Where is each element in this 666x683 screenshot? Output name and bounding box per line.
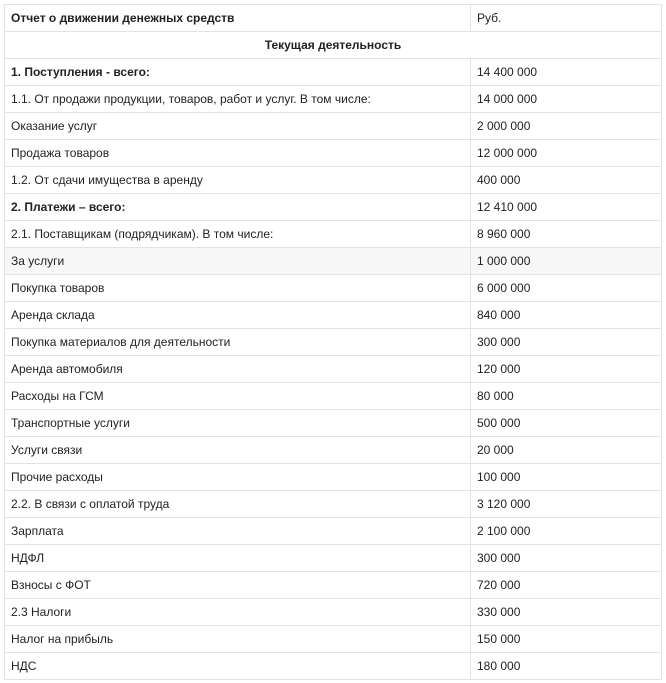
- row-label: 2.2. В связи с оплатой труда: [5, 491, 471, 518]
- row-label: Оказание услуг: [5, 113, 471, 140]
- table-row: [5, 572, 662, 599]
- row-value: 400 000: [471, 167, 662, 194]
- table-row: [5, 221, 662, 248]
- row-label: НДФЛ: [5, 545, 471, 572]
- row-label: Услуги связи: [5, 437, 471, 464]
- row-value: 3 120 000: [471, 491, 662, 518]
- table-row: [5, 653, 662, 680]
- row-value: 2 000 000: [471, 113, 662, 140]
- row-value: 20 000: [471, 437, 662, 464]
- row-value: 150 000: [471, 626, 662, 653]
- section-row: [5, 32, 662, 59]
- row-value: 6 000 000: [471, 275, 662, 302]
- table-row: [5, 626, 662, 653]
- table-row: [5, 491, 662, 518]
- row-value: 500 000: [471, 410, 662, 437]
- row-label: 1.1. От продажи продукции, товаров, работ и услуг. В том числе:: [5, 86, 471, 113]
- table-header-row: [5, 5, 662, 32]
- row-value: 80 000: [471, 383, 662, 410]
- row-value: 12 000 000: [471, 140, 662, 167]
- table-row: [5, 194, 662, 221]
- row-label: 1. Поступления - всего:: [5, 59, 471, 86]
- row-label: Покупка материалов для деятельности: [5, 329, 471, 356]
- row-label: 2.1. Поставщикам (подрядчикам). В том числе:: [5, 221, 471, 248]
- table-row: [5, 302, 662, 329]
- row-label: Транспортные услуги: [5, 410, 471, 437]
- row-label: НДС: [5, 653, 471, 680]
- row-label: Продажа товаров: [5, 140, 471, 167]
- row-value: 100 000: [471, 464, 662, 491]
- row-value: 8 960 000: [471, 221, 662, 248]
- table-row: [5, 329, 662, 356]
- table-row: [5, 437, 662, 464]
- row-label: Аренда склада: [5, 302, 471, 329]
- table-row: [5, 545, 662, 572]
- row-value: 300 000: [471, 545, 662, 572]
- table-row: [5, 383, 662, 410]
- section-title: Текущая деятельность: [5, 32, 662, 59]
- row-label: Аренда автомобиля: [5, 356, 471, 383]
- row-value: 2 100 000: [471, 518, 662, 545]
- row-value: 120 000: [471, 356, 662, 383]
- table-row: [5, 599, 662, 626]
- row-label: Зарплата: [5, 518, 471, 545]
- table-row: [5, 248, 662, 275]
- row-value: 720 000: [471, 572, 662, 599]
- row-value: 14 400 000: [471, 59, 662, 86]
- currency-label: Руб.: [471, 5, 662, 32]
- table-row: [5, 86, 662, 113]
- report-table-body: [5, 5, 662, 680]
- row-value: 180 000: [471, 653, 662, 680]
- table-row: [5, 518, 662, 545]
- table-row: [5, 167, 662, 194]
- row-value: 840 000: [471, 302, 662, 329]
- table-row: [5, 410, 662, 437]
- row-label: Расходы на ГСМ: [5, 383, 471, 410]
- table-row: [5, 59, 662, 86]
- row-value: 300 000: [471, 329, 662, 356]
- cash-flow-report-table: [4, 4, 662, 680]
- row-label: Покупка товаров: [5, 275, 471, 302]
- row-label: Налог на прибыль: [5, 626, 471, 653]
- row-label: Прочие расходы: [5, 464, 471, 491]
- row-label: Взносы с ФОТ: [5, 572, 471, 599]
- row-label: 1.2. От сдачи имущества в аренду: [5, 167, 471, 194]
- report-title: Отчет о движении денежных средств: [5, 5, 471, 32]
- table-row: [5, 113, 662, 140]
- table-row: [5, 140, 662, 167]
- row-value: 12 410 000: [471, 194, 662, 221]
- row-value: 1 000 000: [471, 248, 662, 275]
- row-value: 14 000 000: [471, 86, 662, 113]
- table-row: [5, 275, 662, 302]
- table-row: [5, 356, 662, 383]
- row-value: 330 000: [471, 599, 662, 626]
- row-label: За услуги: [5, 248, 471, 275]
- row-label: 2. Платежи – всего:: [5, 194, 471, 221]
- row-label: 2.3 Налоги: [5, 599, 471, 626]
- table-row: [5, 464, 662, 491]
